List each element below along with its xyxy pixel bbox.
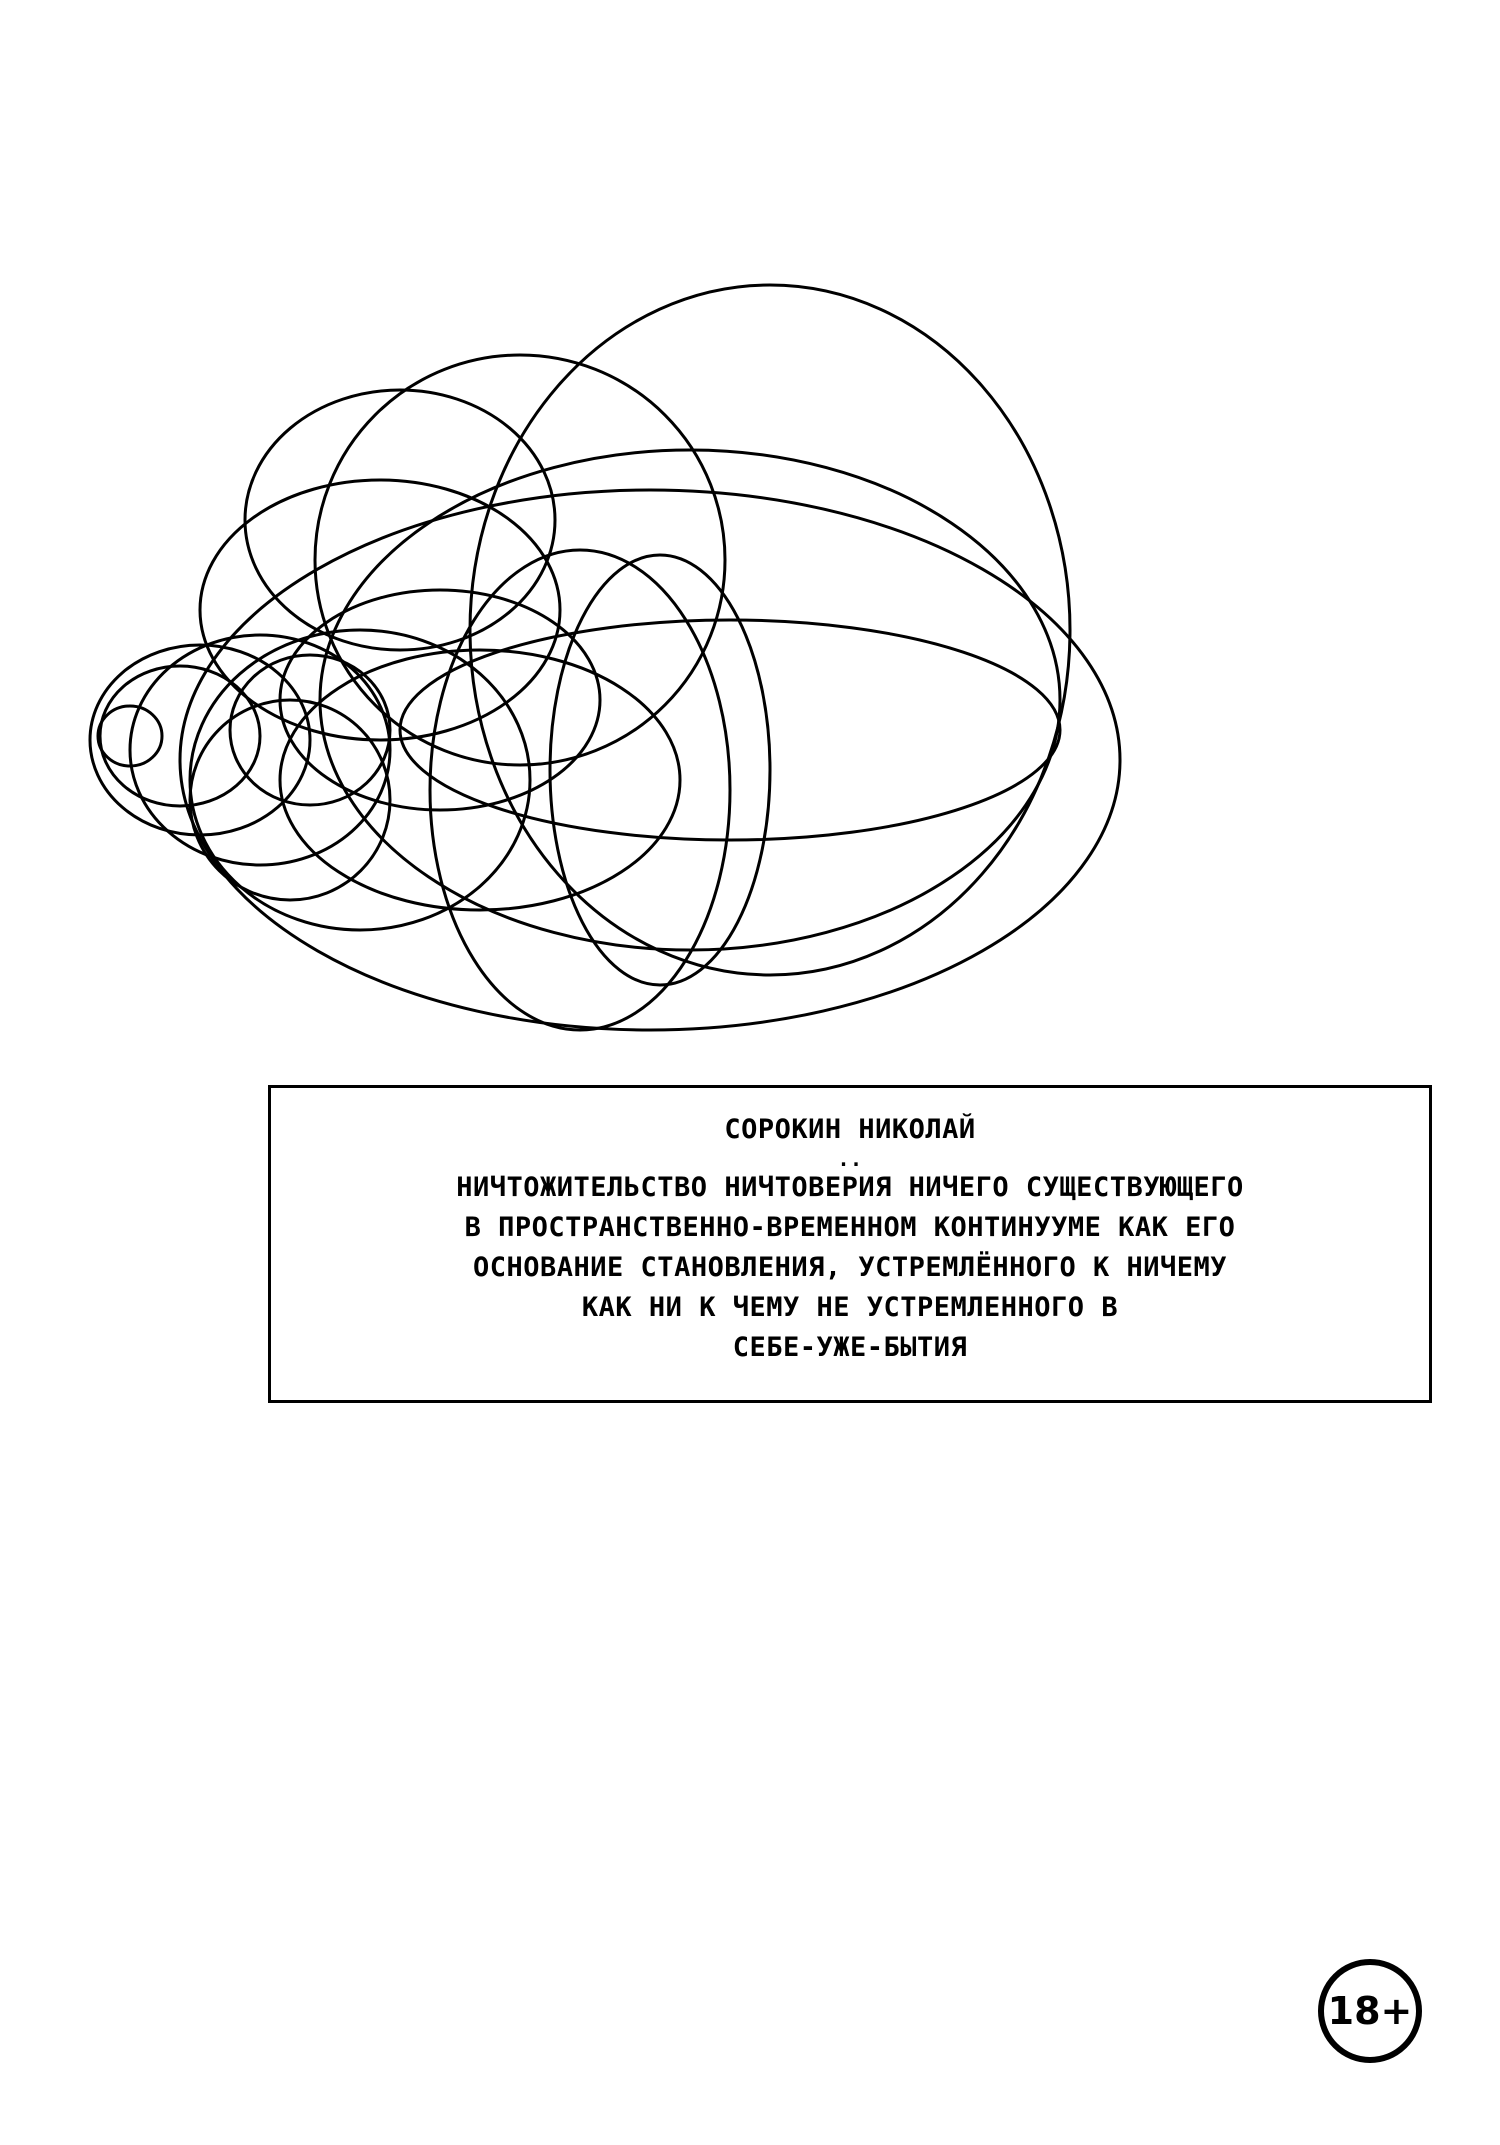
circle-right-tall — [550, 555, 770, 985]
title-line-2: В ПРОСТРАНСТВЕННО-ВРЕМЕННОМ КОНТИНУУМЕ КАК ЕГО — [464, 1212, 1236, 1243]
title-line-4: КАК НИ К ЧЕМУ НЕ УСТРЕМЛЕННОГО В — [581, 1292, 1119, 1323]
circle-far-left-2 — [100, 666, 260, 806]
title-line-1: НИЧТОЖИТЕЛЬСТВО НИЧТОВЕРИЯ НИЧЕГО СУЩЕСТВУЮЩЕГО — [456, 1172, 1244, 1203]
circle-left-lower — [190, 700, 390, 900]
circle-left-small — [90, 645, 310, 835]
circle-upper-mid — [315, 355, 725, 765]
title-frame — [268, 1085, 1432, 1403]
title-line-5: СЕБЕ-УЖЕ-БЫТИЯ — [732, 1332, 968, 1363]
age-rating-badge: 18+ — [1318, 1959, 1422, 2063]
title-line-3: ОСНОВАНИЕ СТАНОВЛЕНИЯ, УСТРЕМЛЁННОГО К НИЧЕМУ — [473, 1252, 1227, 1283]
author-name: СОРОКИН НИКОЛАЙ — [724, 1114, 976, 1145]
separator-dots: .. — [837, 1147, 863, 1171]
circle-wide-flat — [320, 450, 1060, 950]
circle-large-outer — [470, 285, 1070, 975]
